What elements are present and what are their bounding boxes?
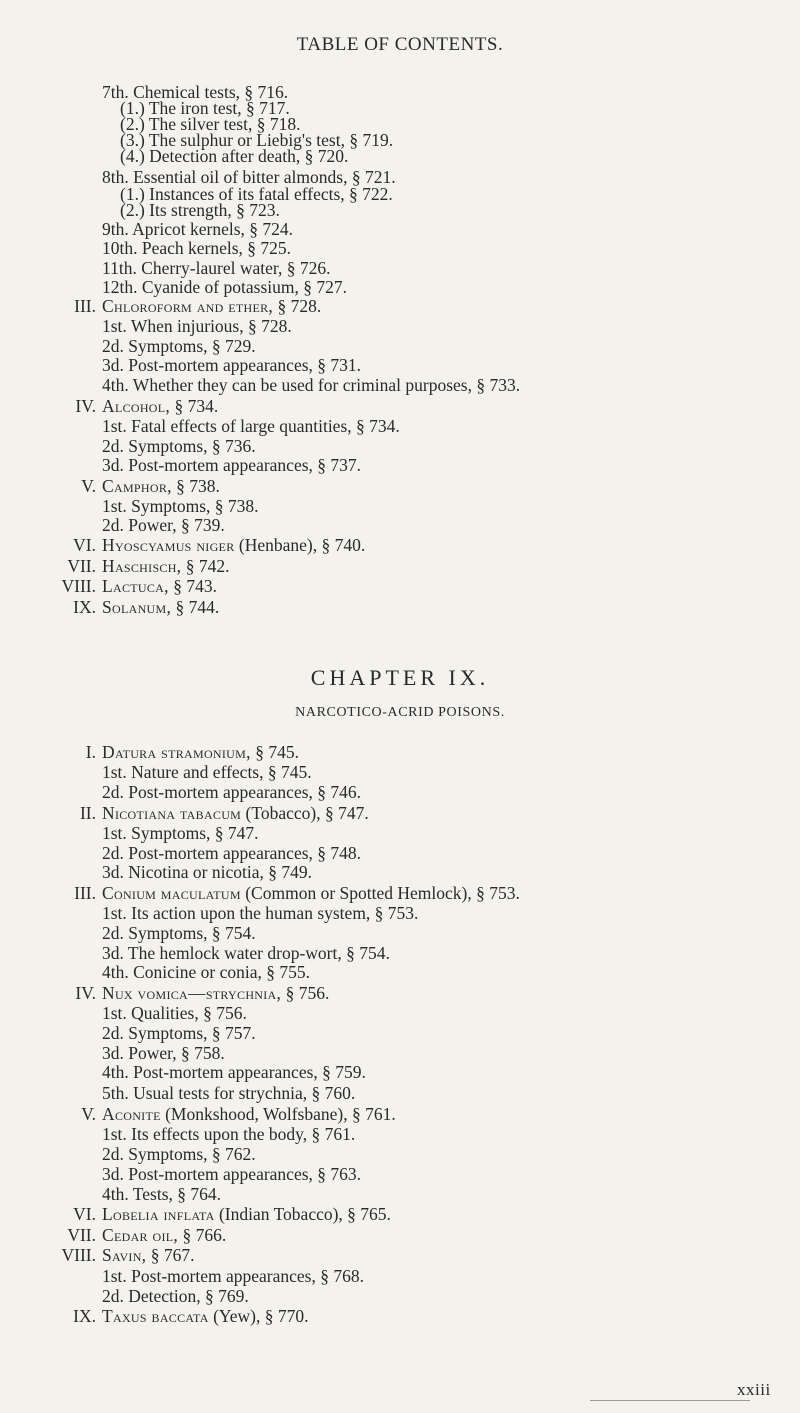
roman-numeral: III. xyxy=(74,883,96,903)
contents-subentry: 2d. Symptoms, § 729. xyxy=(102,336,256,356)
contents-subentry: 5th. Usual tests for strychnia, § 760. xyxy=(102,1083,356,1103)
contents-subentry: 2d. Symptoms, § 762. xyxy=(102,1144,256,1164)
contents-subentry: 1st. Its action upon the human system, § 753. xyxy=(102,903,419,923)
page-number: xxiii xyxy=(737,1380,771,1399)
contents-subentry: 2d. Symptoms, § 736. xyxy=(102,436,256,456)
contents-heading-entry xyxy=(42,742,299,762)
contents-subentry: 1st. When injurious, § 728. xyxy=(102,316,292,336)
entry-title: Nicotiana tabacum xyxy=(102,803,242,823)
entry-title: Aconite xyxy=(102,1104,161,1124)
contents-heading-entry xyxy=(42,1225,226,1245)
contents-subentry: 3d. The hemlock water drop-wort, § 754. xyxy=(102,943,390,963)
contents-subentry: 2d. Detection, § 769. xyxy=(102,1286,249,1306)
contents-subentry: 11th. Cherry-laurel water, § 726. xyxy=(102,258,331,278)
contents-heading-entry xyxy=(42,476,220,496)
contents-heading-entry xyxy=(42,803,369,823)
contents-subentry: 4th. Tests, § 764. xyxy=(102,1184,222,1204)
chapter-subtitle: NARCOTICO-ACRID POISONS. xyxy=(295,705,505,720)
contents-subentry: 3d. Post-mortem appearances, § 763. xyxy=(102,1164,362,1184)
contents-heading-entry xyxy=(42,1245,194,1265)
entry-reference: (Tobacco), § 747. xyxy=(241,803,369,823)
contents-subentry: 4th. Whether they can be used for criminal purposes, § 733. xyxy=(102,375,521,395)
contents-subentry: (2.) The silver test, § 718. xyxy=(120,114,301,134)
entry-title: Hyoscyamus niger xyxy=(102,535,235,555)
contents-subentry: (4.) Detection after death, § 720. xyxy=(120,146,349,166)
roman-numeral: III. xyxy=(74,296,96,316)
contents-subentry: 1st. Symptoms, § 738. xyxy=(102,496,259,516)
entry-title: Chloroform and ether, xyxy=(102,296,274,316)
entry-reference: § 766. xyxy=(178,1225,227,1245)
entry-title: Haschisch, xyxy=(102,556,182,576)
entry-reference: (Monkshood, Wolfsbane), § 761. xyxy=(160,1104,396,1124)
contents-heading-entry xyxy=(42,983,329,1003)
contents-subentry: 7th. Chemical tests, § 716. xyxy=(102,82,289,102)
entry-title: Taxus baccata xyxy=(102,1306,209,1326)
roman-numeral: VIII. xyxy=(61,1245,96,1265)
contents-subentry: 8th. Essential oil of bitter almonds, § 721. xyxy=(102,167,396,187)
contents-subentry: 12th. Cyanide of potassium, § 727. xyxy=(102,277,347,297)
contents-heading-entry xyxy=(42,883,520,903)
entry-reference: (Yew), § 770. xyxy=(208,1306,309,1326)
roman-numeral: V. xyxy=(81,476,96,496)
roman-numeral: IV. xyxy=(75,396,96,416)
contents-subentry: 3d. Nicotina or nicotia, § 749. xyxy=(102,862,312,882)
contents-heading-entry xyxy=(42,576,217,596)
contents-subentry: 4th. Post-mortem appearances, § 759. xyxy=(102,1062,366,1082)
entry-reference: (Common or Spotted Hemlock), § 753. xyxy=(240,883,520,903)
contents-subentry: 2d. Power, § 739. xyxy=(102,515,225,535)
entry-reference: § 728. xyxy=(273,296,322,316)
contents-subentry: 1st. Fatal effects of large quantities, § 734. xyxy=(102,416,400,436)
roman-numeral: VII. xyxy=(67,1225,96,1245)
roman-numeral: IV. xyxy=(75,983,96,1003)
contents-subentry: (2.) Its strength, § 723. xyxy=(120,200,280,220)
roman-numeral: VIII. xyxy=(61,576,96,596)
roman-numeral: VI. xyxy=(73,1204,96,1224)
contents-subentry: (1.) Instances of its fatal effects, § 722. xyxy=(120,184,393,204)
contents-heading-entry xyxy=(42,556,230,576)
entry-title: Datura stramonium, xyxy=(102,742,251,762)
contents-subentry: 3d. Post-mortem appearances, § 737. xyxy=(102,455,362,475)
entry-title: Cedar oil, xyxy=(102,1225,179,1245)
roman-numeral: V. xyxy=(81,1104,96,1124)
entry-title: Camphor, xyxy=(102,476,172,496)
contents-subentry: 2d. Post-mortem appearances, § 748. xyxy=(102,843,362,863)
contents-subentry: 1st. Nature and effects, § 745. xyxy=(102,762,312,782)
contents-subentry: 1st. Symptoms, § 747. xyxy=(102,823,259,843)
contents-subentry: 2d. Post-mortem appearances, § 746. xyxy=(102,782,362,802)
contents-subentry: 1st. Qualities, § 756. xyxy=(102,1003,247,1023)
entry-title: Conium maculatum xyxy=(102,883,241,903)
contents-subentry: 10th. Peach kernels, § 725. xyxy=(102,238,292,258)
contents-subentry: 1st. Its effects upon the body, § 761. xyxy=(102,1124,356,1144)
roman-numeral: VII. xyxy=(67,556,96,576)
entry-reference: (Indian Tobacco), § 765. xyxy=(214,1204,391,1224)
contents-heading-entry xyxy=(42,535,365,555)
contents-heading-entry xyxy=(42,296,321,316)
contents-heading-entry xyxy=(42,1204,391,1224)
contents-heading-entry xyxy=(42,396,218,416)
roman-numeral: II. xyxy=(79,803,96,823)
entry-title: Lactuca, xyxy=(102,576,169,596)
contents-subentry: 2d. Symptoms, § 754. xyxy=(102,923,256,943)
contents-subentry: 2d. Symptoms, § 757. xyxy=(102,1023,256,1043)
entry-title: Savin, xyxy=(102,1245,147,1265)
entry-reference: (Henbane), § 740. xyxy=(234,535,366,555)
entry-reference: § 738. xyxy=(171,476,220,496)
entry-reference: § 767. xyxy=(146,1245,195,1265)
entry-title: Solanum, xyxy=(102,597,172,617)
contents-subentry: (1.) The iron test, § 717. xyxy=(120,98,290,118)
entry-reference: § 742. xyxy=(181,556,230,576)
roman-numeral: IX. xyxy=(73,1306,96,1326)
contents-heading-entry xyxy=(42,1306,309,1326)
roman-numeral: VI. xyxy=(73,535,96,555)
contents-subentry: 9th. Apricot kernels, § 724. xyxy=(102,219,294,239)
entry-reference: § 734. xyxy=(170,396,219,416)
entry-title: Lobelia inflata xyxy=(102,1204,215,1224)
entry-reference: § 744. xyxy=(171,597,220,617)
entry-reference: § 745. xyxy=(250,742,299,762)
entry-title: Alcohol, xyxy=(102,396,171,416)
contents-heading-entry xyxy=(42,1104,396,1124)
roman-numeral: I. xyxy=(85,742,96,762)
entry-title: Nux vomica—strychnia, xyxy=(102,983,282,1003)
entry-reference: § 743. xyxy=(168,576,217,596)
contents-subentry: 3d. Post-mortem appearances, § 731. xyxy=(102,355,362,375)
contents-subentry: 3d. Power, § 758. xyxy=(102,1043,225,1063)
chapter-title: CHAPTER IX. xyxy=(310,665,490,690)
footer-rule xyxy=(590,1400,750,1401)
contents-heading-entry xyxy=(42,597,219,617)
roman-numeral: IX. xyxy=(73,597,96,617)
entry-reference: § 756. xyxy=(281,983,330,1003)
running-header: TABLE OF CONTENTS. xyxy=(296,34,504,55)
contents-subentry: (3.) The sulphur or Liebig's test, § 719. xyxy=(120,130,394,150)
contents-subentry: 4th. Conicine or conia, § 755. xyxy=(102,962,311,982)
contents-subentry: 1st. Post-mortem appearances, § 768. xyxy=(102,1266,364,1286)
